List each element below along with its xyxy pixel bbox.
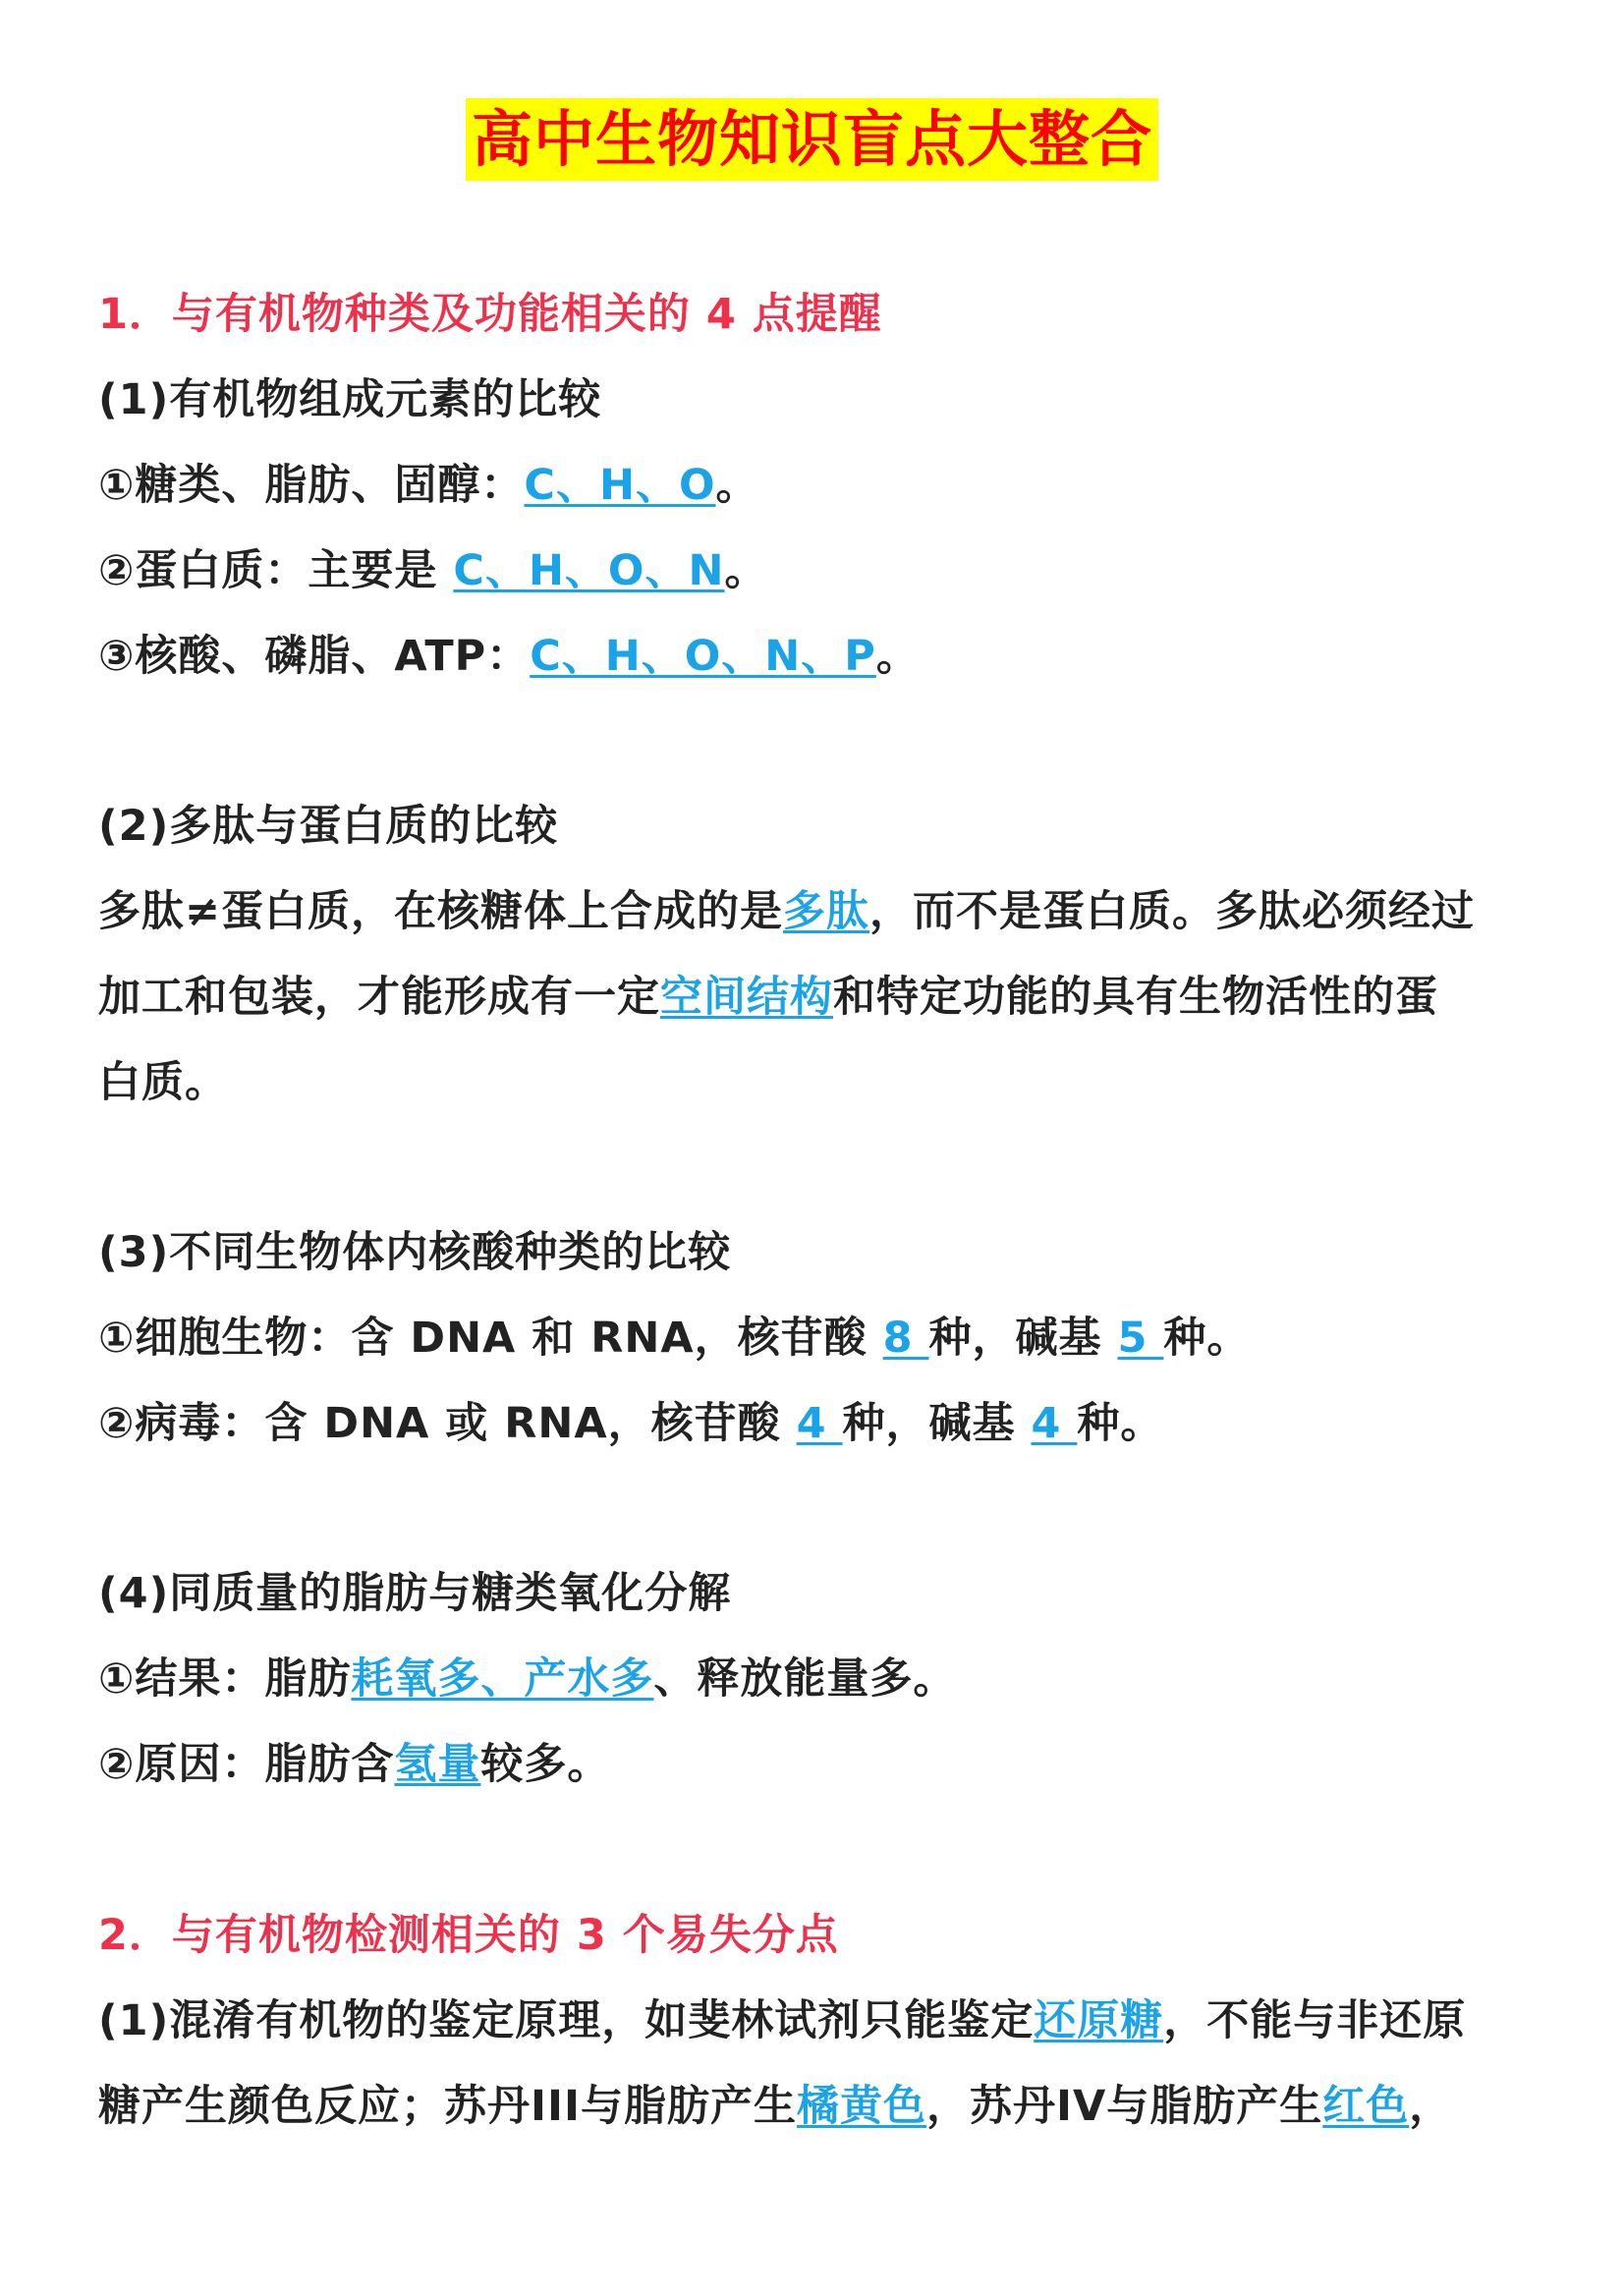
nucleic-line-cellular [98, 1309, 1533, 1368]
subsection-1-heading: (1)有机物组成元素的比较 [98, 375, 602, 424]
highlight-base-count: 5 [1117, 1314, 1164, 1363]
highlight-chons-3: C、H、O、N、P [530, 632, 876, 681]
paragraph-text: ， [1409, 2082, 1453, 2131]
oxidation-reason-line [98, 1735, 1533, 1794]
paragraph-text: 较多。 [480, 1740, 611, 1789]
paragraph-text: 种。 [1077, 1399, 1164, 1448]
paragraph-text: ①结果：脂肪 [98, 1654, 352, 1704]
paragraph-text: 和特定功能的具有生物活性的蛋 [833, 973, 1438, 1022]
paragraph-text: ②病毒：含 DNA 或 RNA，核苷酸 [98, 1399, 797, 1448]
subsection-3-heading: (3)不同生物体内核酸种类的比较 [98, 1228, 732, 1277]
highlight-spatial-structure: 空间结构 [660, 973, 833, 1022]
paragraph-text: ，不能与非还原 [1163, 1996, 1467, 2045]
nucleic-line-virus [98, 1394, 1533, 1453]
punctuation: 。 [875, 632, 920, 681]
element-line-nucleic-acid-label: ③核酸、磷脂、ATP： [98, 632, 531, 681]
highlight-reducing-sugar: 还原糖 [1034, 1996, 1164, 2045]
oxidation-result-line [98, 1650, 1533, 1708]
highlight-base-count: 4 [1031, 1399, 1078, 1448]
title-container [0, 98, 1624, 181]
paragraph-text: ，而不是蛋白质。多肽必须经过 [869, 887, 1476, 936]
element-line-sugars [98, 456, 1533, 515]
highlight-nucleotide-count: 4 [796, 1399, 843, 1448]
paragraph-text: 糖产生颜色反应；苏丹III与脂肪产生 [98, 2082, 797, 2131]
punctuation: 。 [724, 546, 768, 595]
paragraph-text: ②原因：脂肪含 [98, 1740, 395, 1789]
punctuation: 。 [715, 461, 759, 510]
highlight-hydrogen: 氢量 [394, 1740, 481, 1789]
page-title: 高中生物知识盲点大整合 [466, 98, 1158, 181]
element-line-nucleic-acid [98, 627, 1533, 686]
paragraph-text: 种，碱基 [842, 1399, 1032, 1448]
paragraph-text: 加工和包装，才能形成有一定 [98, 973, 660, 1022]
section-2-heading: 2．与有机物检测相关的 3 个易失分点 [98, 1911, 839, 1960]
paragraph-text: 种，碱基 [928, 1314, 1118, 1363]
paragraph-line [98, 2077, 1533, 2136]
paragraph-line [98, 882, 1533, 941]
paragraph-text: ①细胞生物：含 DNA 和 RNA，核苷酸 [98, 1314, 883, 1363]
element-line-protein [98, 541, 1533, 600]
element-line-sugars-label: ①糖类、脂肪、固醇： [98, 461, 525, 510]
paragraph-text: 多肽≠蛋白质，在核糖体上合成的是 [98, 887, 784, 936]
paragraph-text: 种。 [1163, 1314, 1251, 1363]
paragraph-line [98, 968, 1533, 1027]
section-1-heading: 1．与有机物种类及功能相关的 4 点提醒 [98, 290, 882, 339]
highlight-orange-yellow: 橘黄色 [797, 2082, 926, 2131]
subsection-4-heading: (4)同质量的脂肪与糖类氧化分解 [98, 1569, 732, 1618]
highlight-nucleotide-count: 8 [882, 1314, 929, 1363]
highlight-oxygen-water: 耗氧多、产水多 [351, 1654, 654, 1704]
highlight-chons-2: C、H、O、N [453, 546, 725, 595]
paragraph-line [98, 1991, 1533, 2050]
highlight-polypeptide: 多肽 [783, 887, 870, 936]
element-line-protein-label: ②蛋白质：主要是 [98, 546, 454, 595]
highlight-chons-1: C、H、O [524, 461, 716, 510]
subsection-2-heading: (2)多肽与蛋白质的比较 [98, 802, 559, 851]
paragraph-line: 白质。 [98, 1058, 228, 1107]
paragraph-text: (1)混淆有机物的鉴定原理，如斐林试剂只能鉴定 [98, 1996, 1035, 2045]
paragraph-text: ，苏丹IV与脂肪产生 [926, 2082, 1323, 2131]
highlight-red: 红色 [1322, 2082, 1410, 2131]
paragraph-text: 、释放能量多。 [653, 1654, 957, 1704]
